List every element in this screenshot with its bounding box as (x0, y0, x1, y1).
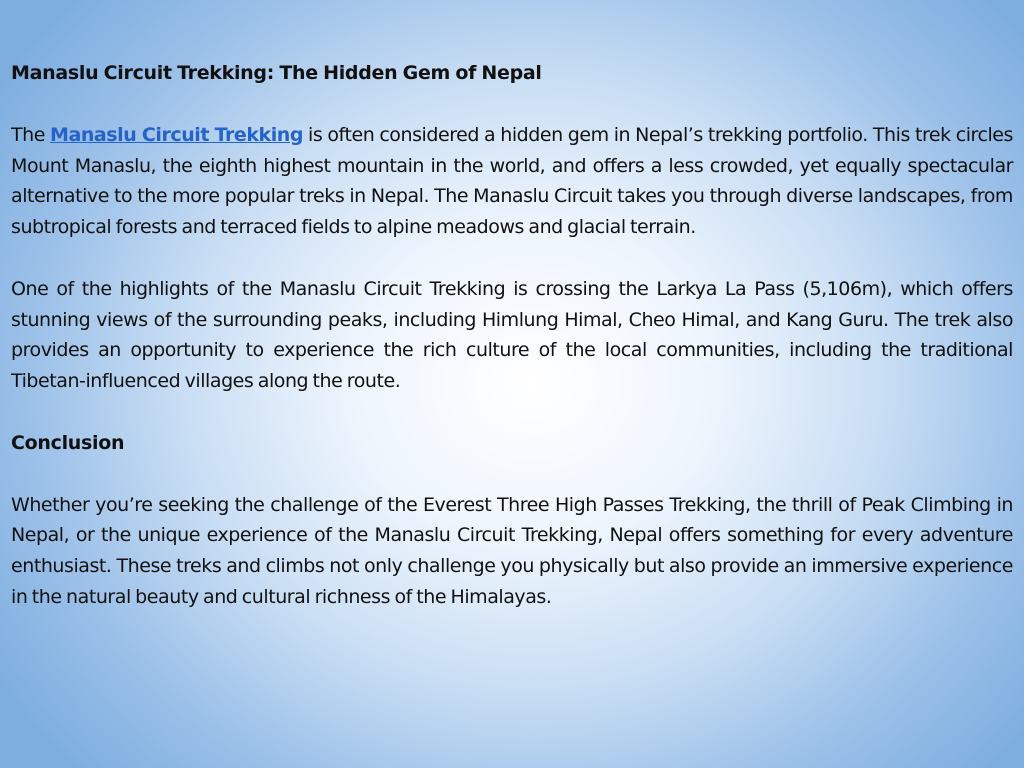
slide-content (11, 58, 1013, 613)
intro-paragraph (11, 120, 1013, 243)
spacer (11, 397, 1013, 428)
conclusion-paragraph: Whether you’re seeking the challenge of the Everest Three High Passes Trekking, the thrill of Peak Climbing in Nepal, or the unique experience of the Manaslu Circuit Trekking, Nepal offers something for every adventure enthusiast. These treks and climbs not only challenge you physically but also provide an immersive experience in the natural beauty and cultural richness of the Himalayas. (11, 493, 1013, 608)
conclusion-heading: Conclusion (11, 431, 125, 454)
spacer (11, 459, 1013, 490)
intro-rest: is often considered a hidden gem in Nepal’s trekking portfolio. This trek circles Mount Manaslu, the eighth highest mountain in the world, and offers a less crowded, yet equally spectacular alternative to the more popular treks in Nepal. The Manaslu Circuit takes you through diverse landscapes, from subtropical forests and terraced fields to alpine meadows and glacial terrain. (11, 123, 1013, 239)
spacer (11, 243, 1013, 274)
manaslu-circuit-link[interactable]: Manaslu Circuit Trekking (50, 123, 304, 146)
intro-lead: The (11, 123, 51, 146)
article-title: Manaslu Circuit Trekking: The Hidden Gem of Nepal (11, 62, 542, 84)
highlights-paragraph: One of the highlights of the Manaslu Circuit Trekking is crossing the Larkya La Pass (5,106m), which offers stunning views of the surrounding peaks, including Himlung Himal, Cheo Himal, and Kang Guru. The trek also provides an opportunity to experience the rich culture of the local communities, including the traditional Tibetan-influenced villages along the route. (11, 277, 1013, 393)
spacer (11, 89, 1013, 120)
